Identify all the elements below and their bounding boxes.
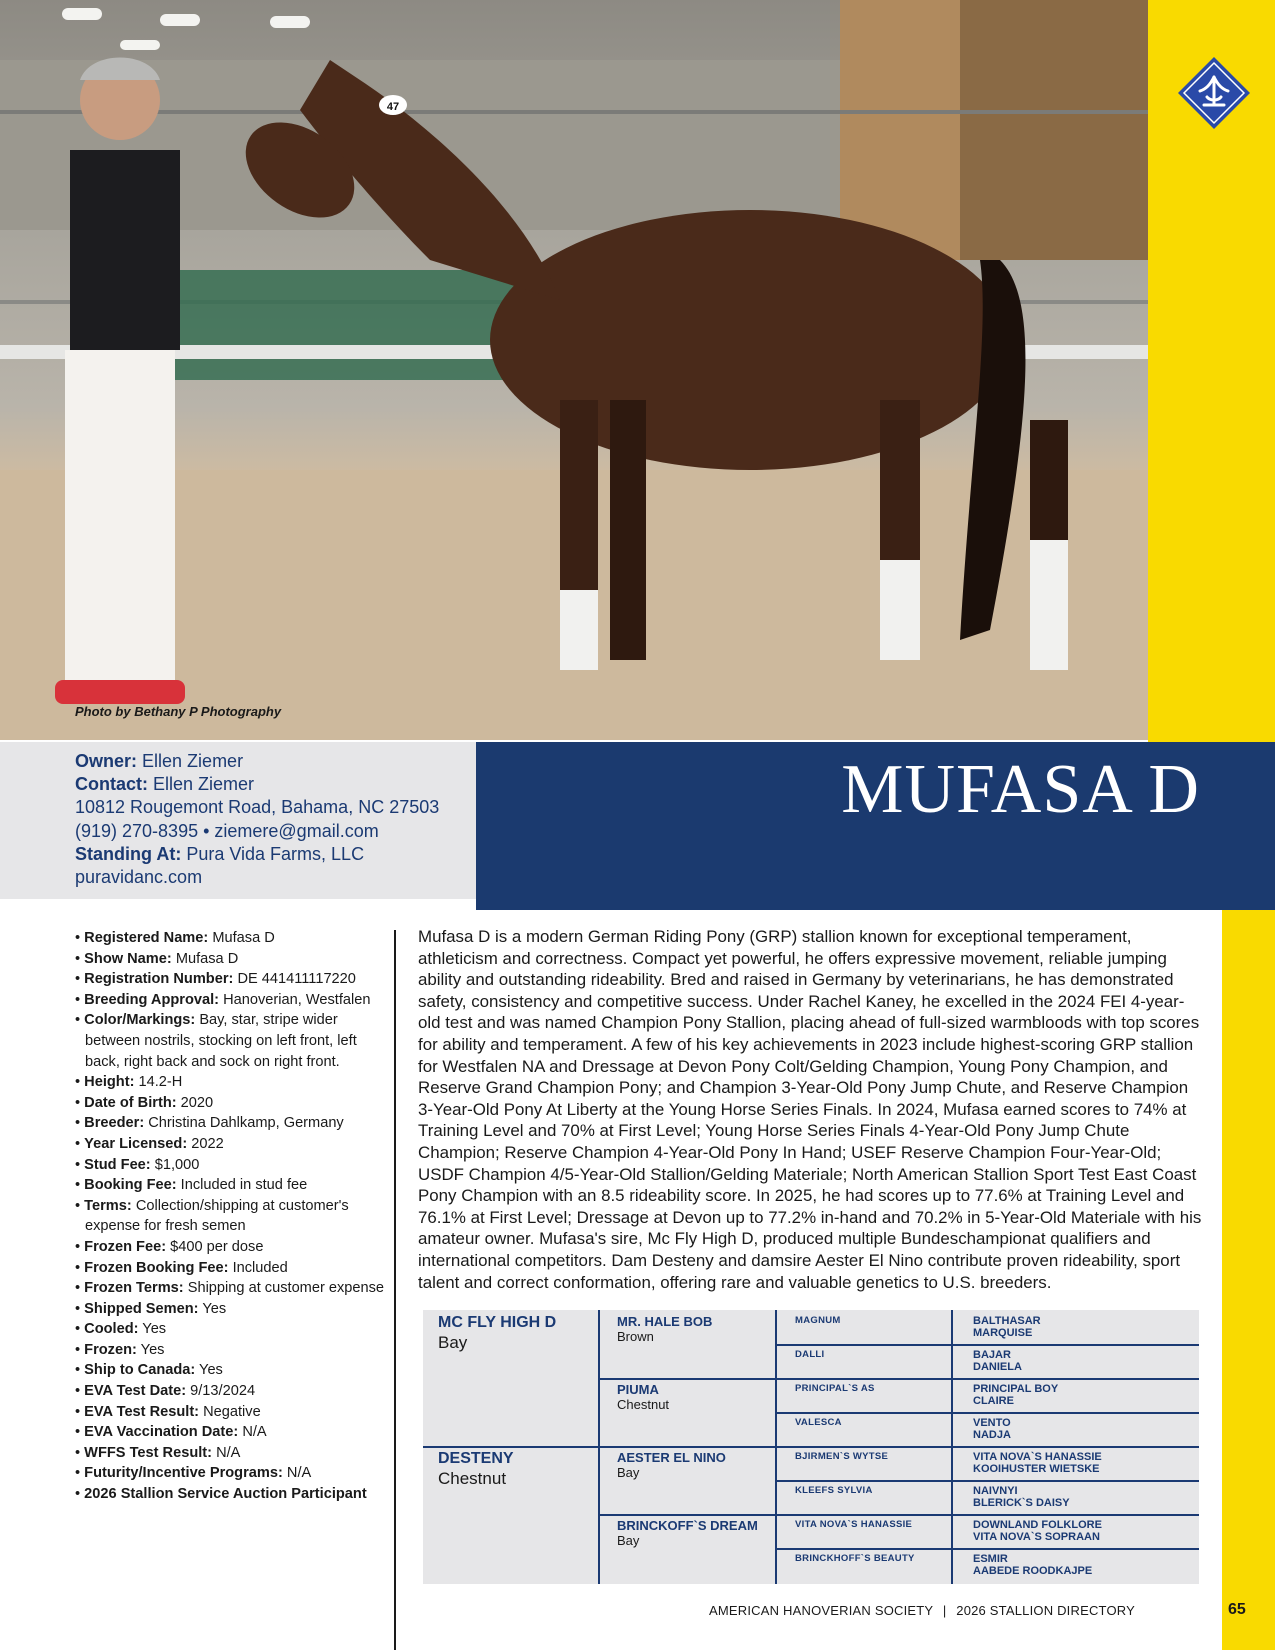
fact-label: Year Licensed:	[84, 1135, 188, 1152]
contact-info	[75, 750, 439, 889]
fact-value: $400 per dose	[170, 1238, 264, 1255]
phone-email[interactable]: (919) 270-8395 • ziemere@gmail.com	[75, 820, 379, 841]
fact-label: Stud Fee:	[84, 1156, 151, 1173]
fact-label: EVA Vaccination Date:	[84, 1424, 239, 1441]
footer-separator: |	[942, 1603, 947, 1618]
fact-label: Cooled:	[84, 1321, 139, 1338]
fact-value: Mufasa D	[175, 950, 239, 967]
fact-label: Breeder:	[84, 1115, 145, 1132]
fact-item	[75, 1381, 385, 1402]
gen4-sire: VITA NOVA`S HANASSIE	[973, 1451, 1102, 1463]
fact-value: Yes	[142, 1321, 167, 1338]
arena-scene-image	[0, 0, 1148, 740]
stallion-bio: Mufasa D is a modern German Riding Pony (GRP) stallion known for exceptional temperament, athleticism and correctness. Compact yet powerful, he offers expressive movement, reliable jumping ability and outstanding rideability. Bred and raised in Germany by veterinarians, he has demonstrated safety, consistency and competitive success. Under Rachel Kaney, he excelled in the 2024 FEI 4-year-old test and was named Champion Pony Stallion, placing ahead of full-sized warmbloods with top scores for ability and temperament. A few of his key achievements in 2023 include highest-scoring GRP stallion for Westfalen NA and Dressage at Devon Pony Colt/Gelding Champion, Young Pony Champion, and Reserve Grand Champion Pony; and Champion 3-Year-Old Pony Jump Chute, and Reserve Champion 3-Year-Old Pony At Liberty at the Young Horse Series Finals. In 2024, Mufasa earned scores to 74% at Training Level and 70% at First Level; Young Horse Series Finals 4-Year-Old Pony Jump Chute Champion; Reserve Champion 4-Year-Old Pony In Hand; USEF Reserve Champion Four-Year-Old; USDF Champion 4/5-Year-Old Stallion/Gelding Materiale; North American Stallion Sport Test East Coast Pony Champion with an 8.5 rideability score. In 2025, he had scores up to 77.6% at Training Level and 76.1% at First Level; Dressage at Devon up to 77.2% in-hand and 70.2% in 5-Year-Old Materiale with his amateur owner. Mufasa's sire, Mc Fly High D, produced multiple Bundeschampionat qualifiers and international competitors. Dam Desteny and damsire Aester El Nino contribute proven rideability, sport talent and correct conformation, offering rare and valuable genetics to U.S. breeders.	[418, 927, 1202, 1292]
contact-line	[75, 773, 439, 796]
fact-label: Frozen Booking Fee:	[84, 1259, 229, 1276]
fact-item	[75, 1278, 385, 1299]
gen4-ancestor	[973, 1519, 1102, 1543]
fact-item	[75, 990, 385, 1011]
fact-label: Height:	[84, 1074, 135, 1091]
standing-value: Pura Vida Farms, LLC	[186, 843, 365, 864]
fact-item	[75, 1463, 385, 1484]
fact-value: Bay, star, stripe wider between nostrils, stocking on left front, left back, right back and sock on right front.	[85, 1012, 357, 1070]
fact-value: $1,000	[154, 1156, 200, 1173]
gen4-dam: VITA NOVA`S SOPRAAN	[973, 1531, 1100, 1543]
sire-sire-name: MR. HALE BOB	[617, 1314, 713, 1329]
pedigree-row-line	[775, 1412, 1199, 1414]
fact-value: Yes	[199, 1362, 223, 1379]
gen4-dam: AABEDE ROODKAJPE	[973, 1565, 1093, 1577]
gen3-ancestor: MAGNUM	[795, 1315, 841, 1326]
fact-value: Mufasa D	[212, 930, 275, 946]
stallion-facts-list	[75, 928, 385, 1505]
fact-label: Registered Name:	[84, 930, 209, 946]
footer-org: AMERICAN HANOVERIAN SOCIETY	[709, 1603, 934, 1618]
sire-dam-color: Chestnut	[617, 1397, 670, 1412]
fact-label: Frozen Terms:	[84, 1280, 184, 1297]
fact-value: 2022	[191, 1135, 224, 1152]
fact-label: WFFS Test Result:	[84, 1444, 213, 1461]
pedigree-row-line	[775, 1344, 1199, 1346]
sire-color: Bay	[438, 1333, 468, 1352]
fact-item	[75, 1258, 385, 1279]
fact-value: 2020	[180, 1094, 214, 1111]
fact-item	[75, 1134, 385, 1155]
pedigree-row-line	[775, 1480, 1199, 1482]
fact-item	[75, 1402, 385, 1423]
standing-line	[75, 843, 439, 866]
fact-item	[75, 1196, 385, 1237]
fact-value: N/A	[216, 1444, 241, 1461]
gen4-ancestor	[973, 1349, 1022, 1373]
fact-label: Terms:	[84, 1197, 132, 1214]
contact-label: Contact:	[75, 774, 148, 795]
gen4-ancestor	[973, 1553, 1092, 1577]
fact-item	[75, 1340, 385, 1361]
dam-sire-name: AESTER EL NINO	[617, 1450, 726, 1465]
gen4-dam: MARQUISE	[973, 1327, 1033, 1339]
stallion-photo	[0, 0, 1148, 740]
fact-item	[75, 1010, 385, 1072]
gen4-sire: DOWNLAND FOLKLORE	[973, 1519, 1102, 1531]
fact-value: Included in stud fee	[180, 1177, 308, 1194]
dam-sire-color: Bay	[617, 1465, 640, 1480]
stallion-title: MUFASA D	[841, 751, 1200, 828]
fact-item	[75, 1155, 385, 1176]
dam-dam-name: BRINCKOFF`S DREAM	[617, 1518, 758, 1533]
gen3-ancestor: BRINCKHOFF`S BEAUTY	[795, 1553, 915, 1564]
gen4-sire: BALTHASAR	[973, 1315, 1041, 1327]
fact-label: Frozen Fee:	[84, 1238, 167, 1255]
fact-label: Color/Markings:	[84, 1012, 196, 1029]
fact-value: Hanoverian, Westfalen	[223, 991, 371, 1008]
footer-publication: 2026 STALLION DIRECTORY	[956, 1603, 1135, 1618]
gen3-ancestor: VALESCA	[795, 1417, 842, 1428]
page-number: 65	[1228, 1601, 1246, 1618]
fact-item	[75, 1319, 385, 1340]
fact-item	[75, 928, 385, 949]
gen3-ancestor: KLEEFS SYLVIA	[795, 1485, 873, 1496]
gen4-sire: BAJAR	[973, 1349, 1011, 1361]
pedigree-row-line	[598, 1378, 1199, 1380]
fact-value: Yes	[140, 1341, 165, 1358]
fact-label: Date of Birth:	[84, 1094, 177, 1111]
gen4-dam: BLERICK`S DAISY	[973, 1497, 1070, 1509]
pedigree-chart	[423, 1310, 1199, 1584]
owner-label: Owner:	[75, 751, 138, 771]
photo-credit: Photo by Bethany P Photography	[75, 704, 282, 719]
fact-item	[75, 1113, 385, 1134]
pedigree-row-line	[598, 1514, 1199, 1516]
dam-dam-color: Bay	[617, 1533, 640, 1548]
fact-value: N/A	[286, 1465, 312, 1482]
page-footer	[709, 1603, 1135, 1618]
fact-value: Christina Dahlkamp, Germany	[148, 1115, 344, 1132]
standing-label: Standing At:	[75, 843, 182, 864]
fact-label: Ship to Canada:	[84, 1362, 196, 1379]
gen3-ancestor: BJIRMEN`S WYTSE	[795, 1451, 889, 1462]
gen3-ancestor: DALLI	[795, 1349, 825, 1360]
fact-label: EVA Test Result:	[84, 1403, 200, 1420]
fact-item	[75, 1484, 385, 1505]
gen4-sire: VENTO	[973, 1417, 1011, 1429]
gen4-ancestor	[973, 1383, 1058, 1407]
sire-sire-color: Brown	[617, 1329, 654, 1344]
gen4-ancestor	[973, 1485, 1070, 1509]
fact-value: Collection/shipping at customer's expense for fresh semen	[85, 1197, 349, 1235]
gen3-ancestor: PRINCIPAL`S AS	[795, 1383, 875, 1394]
pedigree-row-line	[423, 1446, 1199, 1448]
contact-value: Ellen Ziemer	[153, 774, 255, 795]
fact-label: EVA Test Date:	[84, 1383, 187, 1400]
gen4-ancestor	[973, 1417, 1011, 1441]
fact-label: Frozen:	[84, 1341, 137, 1358]
fact-value: Shipping at customer expense	[187, 1280, 385, 1297]
website-link[interactable]: puravidanc.com	[75, 867, 203, 888]
fact-label: Shipped Semen:	[84, 1300, 199, 1317]
pedigree-row-line	[775, 1548, 1199, 1550]
fact-value: Negative	[203, 1403, 261, 1420]
bib-number: 47	[386, 101, 400, 113]
address: 10812 Rougemont Road, Bahama, NC 27503	[75, 797, 440, 818]
gen4-dam: KOOIHUSTER WIETSKE	[973, 1463, 1100, 1475]
fact-label: 2026 Stallion Service Auction Participant	[84, 1486, 367, 1503]
dam-name: DESTENY	[438, 1450, 514, 1467]
fact-item	[75, 1422, 385, 1443]
fact-label: Show Name:	[84, 950, 172, 967]
owner-line	[75, 750, 439, 773]
fact-item	[75, 1360, 385, 1381]
fact-item	[75, 949, 385, 970]
gen4-sire: NAIVNYI	[973, 1485, 1018, 1497]
gen4-ancestor	[973, 1451, 1102, 1475]
column-divider	[394, 930, 396, 1650]
gen4-dam: DANIELA	[973, 1361, 1022, 1373]
fact-value: N/A	[242, 1424, 267, 1441]
fact-value: Yes	[202, 1300, 227, 1317]
sire-name: MC FLY HIGH D	[438, 1314, 557, 1331]
fact-label: Breeding Approval:	[84, 991, 220, 1008]
fact-label: Registration Number:	[84, 971, 234, 988]
gen4-ancestor	[973, 1315, 1041, 1339]
fact-item	[75, 1093, 385, 1114]
fact-item	[75, 969, 385, 990]
gen4-dam: NADJA	[973, 1429, 1011, 1441]
fact-label: Futurity/Incentive Programs:	[84, 1465, 283, 1482]
hanoverian-logo-icon	[1176, 55, 1252, 131]
dam-color: Chestnut	[438, 1469, 507, 1488]
gen4-sire: ESMIR	[973, 1553, 1008, 1565]
fact-value: 9/13/2024	[190, 1383, 256, 1400]
fact-item	[75, 1299, 385, 1320]
sire-dam-name: PIUMA	[617, 1382, 659, 1397]
fact-value: 14.2-H	[138, 1074, 183, 1091]
gen4-sire: PRINCIPAL BOY	[973, 1383, 1059, 1395]
fact-label: Booking Fee:	[84, 1177, 177, 1194]
fact-item	[75, 1175, 385, 1196]
fact-item	[75, 1443, 385, 1464]
fact-value: DE 441411117220	[237, 971, 356, 988]
owner-value: Ellen Ziemer	[142, 751, 244, 771]
fact-item	[75, 1237, 385, 1258]
fact-item	[75, 1072, 385, 1093]
gen3-ancestor: VITA NOVA`S HANASSIE	[795, 1519, 913, 1530]
gen4-dam: CLAIRE	[973, 1395, 1014, 1407]
fact-value: Included	[232, 1259, 288, 1276]
